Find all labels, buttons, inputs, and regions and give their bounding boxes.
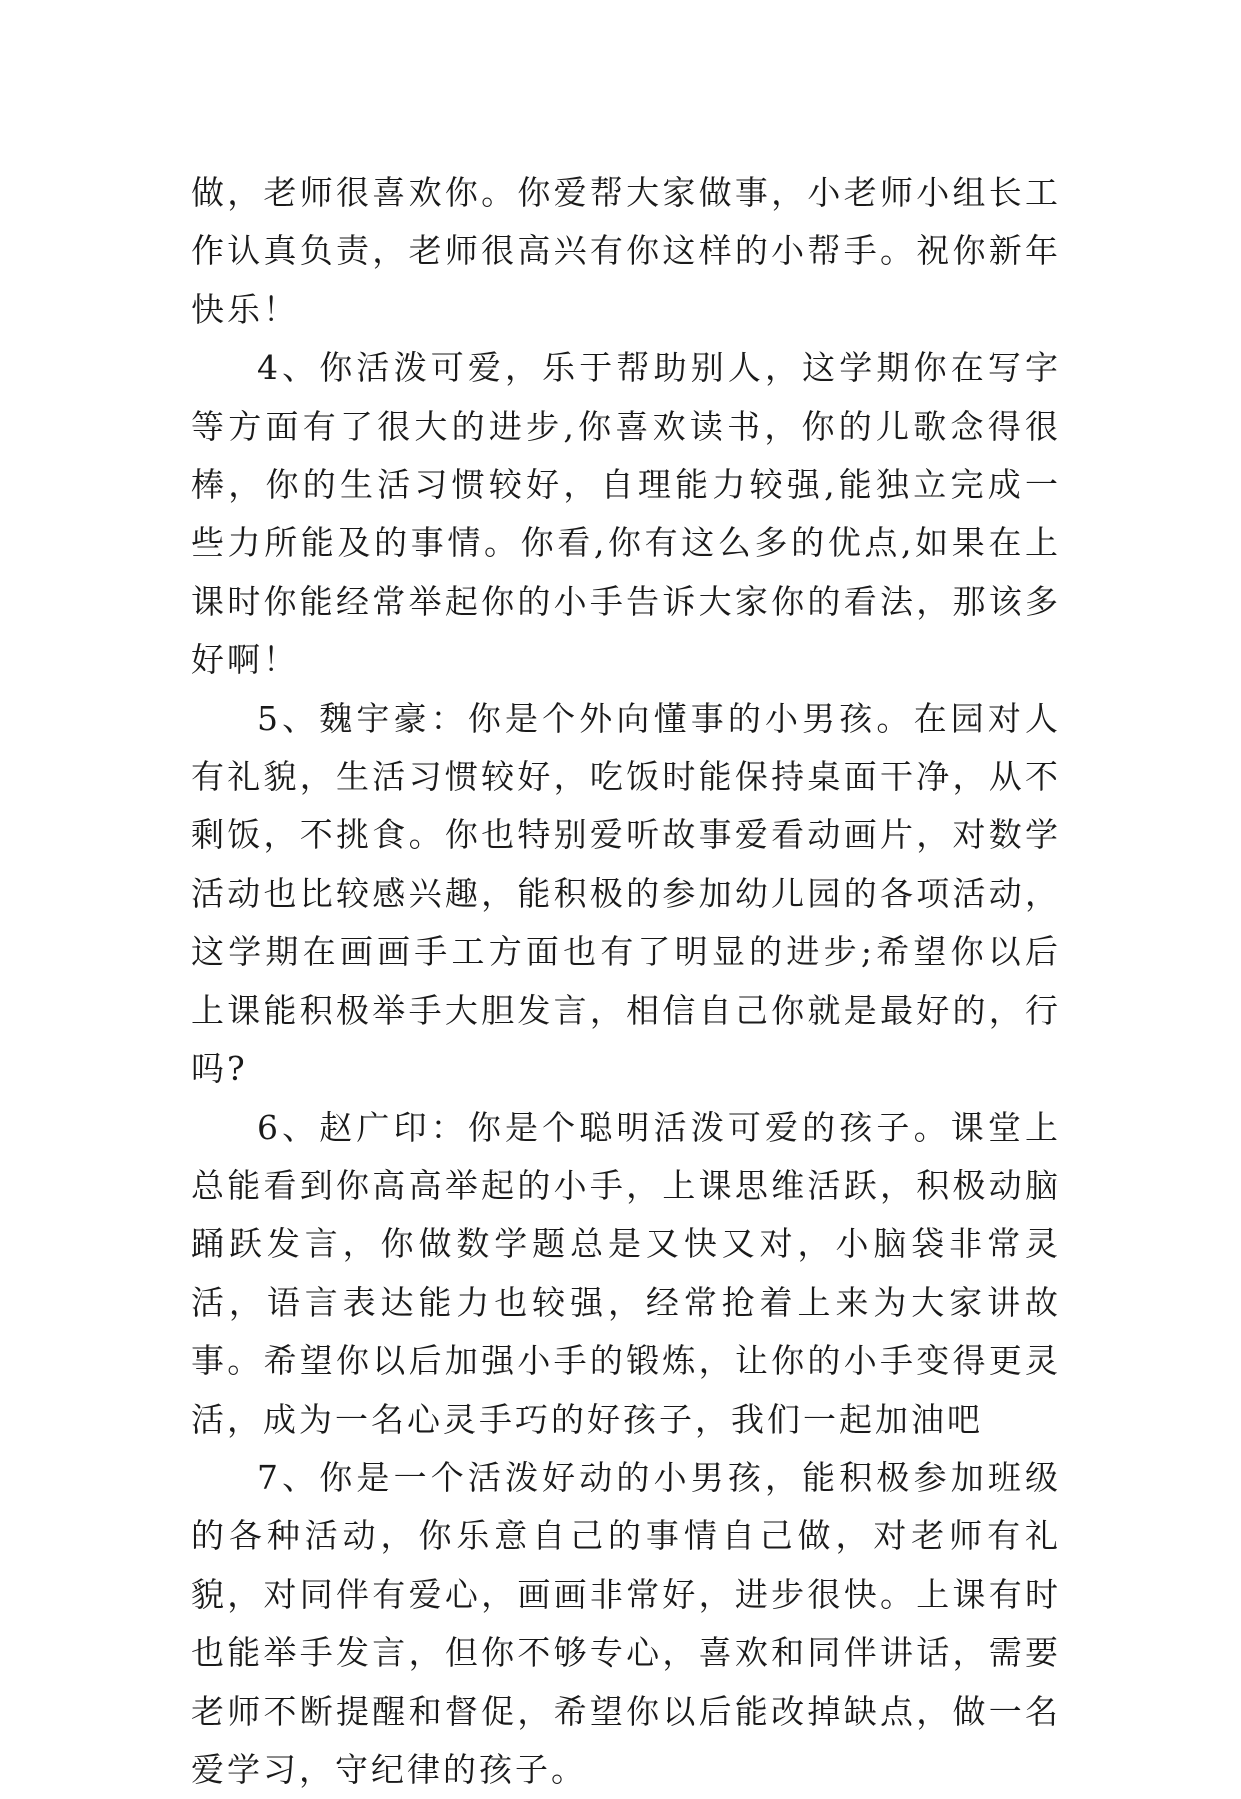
paragraph-comment-4: 4、你活泼可爱，乐于帮助别人，这学期你在写字等方面有了很大的进步,你喜欢读书，你的儿歌念得很棒，你的生活习惯较好，自理能力较强,能独立完成一些力所能及的事情。你看,你有这么多的优点,如果在上课时你能经常举起你的小手告诉大家你的看法，那该多好啊！: [191, 348, 1061, 680]
paragraph-comment-7: 7、你是一个活泼好动的小男孩，能积极参加班级的各种活动，你乐意自己的事情自己做，对老师有礼貌，对同伴有爱心，画画非常好，进步很快。上课有时也能举手发言，但你不够专心，喜欢和同伴讲话，需要老师不断提醒和督促，希望你以后能改掉缺点，做一名爱学习，守纪律的孩子。: [191, 1457, 1061, 1789]
paragraph-comment-6: 6、赵广印：你是个聪明活泼可爱的孩子。课堂上总能看到你高高举起的小手，上课思维活跃，积极动脑踊跃发言，你做数学题总是又快又对，小脑袋非常灵活，语言表达能力也较强，经常抢着上来为大家讲故事。希望你以后加强小手的锻炼，让你的小手变得更灵活，成为一名心灵手巧的好孩子，我们一起加油吧: [191, 1107, 1061, 1439]
paragraph-comment-5: 5、魏宇豪：你是个外向懂事的小男孩。在园对人有礼貌，生活习惯较好，吃饭时能保持桌面干净，从不剩饭，不挑食。你也特别爱听故事爱看动画片，对数学活动也比较感兴趣，能积极的参加幼儿园的各项活动，这学期在画画手工方面也有了明显的进步;希望你以后上课能积极举手大胆发言，相信自己你就是最好的，行吗?: [191, 698, 1061, 1089]
paragraph-continuation: 做，老师很喜欢你。你爱帮大家做事，小老师小组长工作认真负责，老师很高兴有你这样的小帮手。祝你新年快乐！: [191, 173, 1061, 329]
document-body: [191, 164, 1061, 1799]
